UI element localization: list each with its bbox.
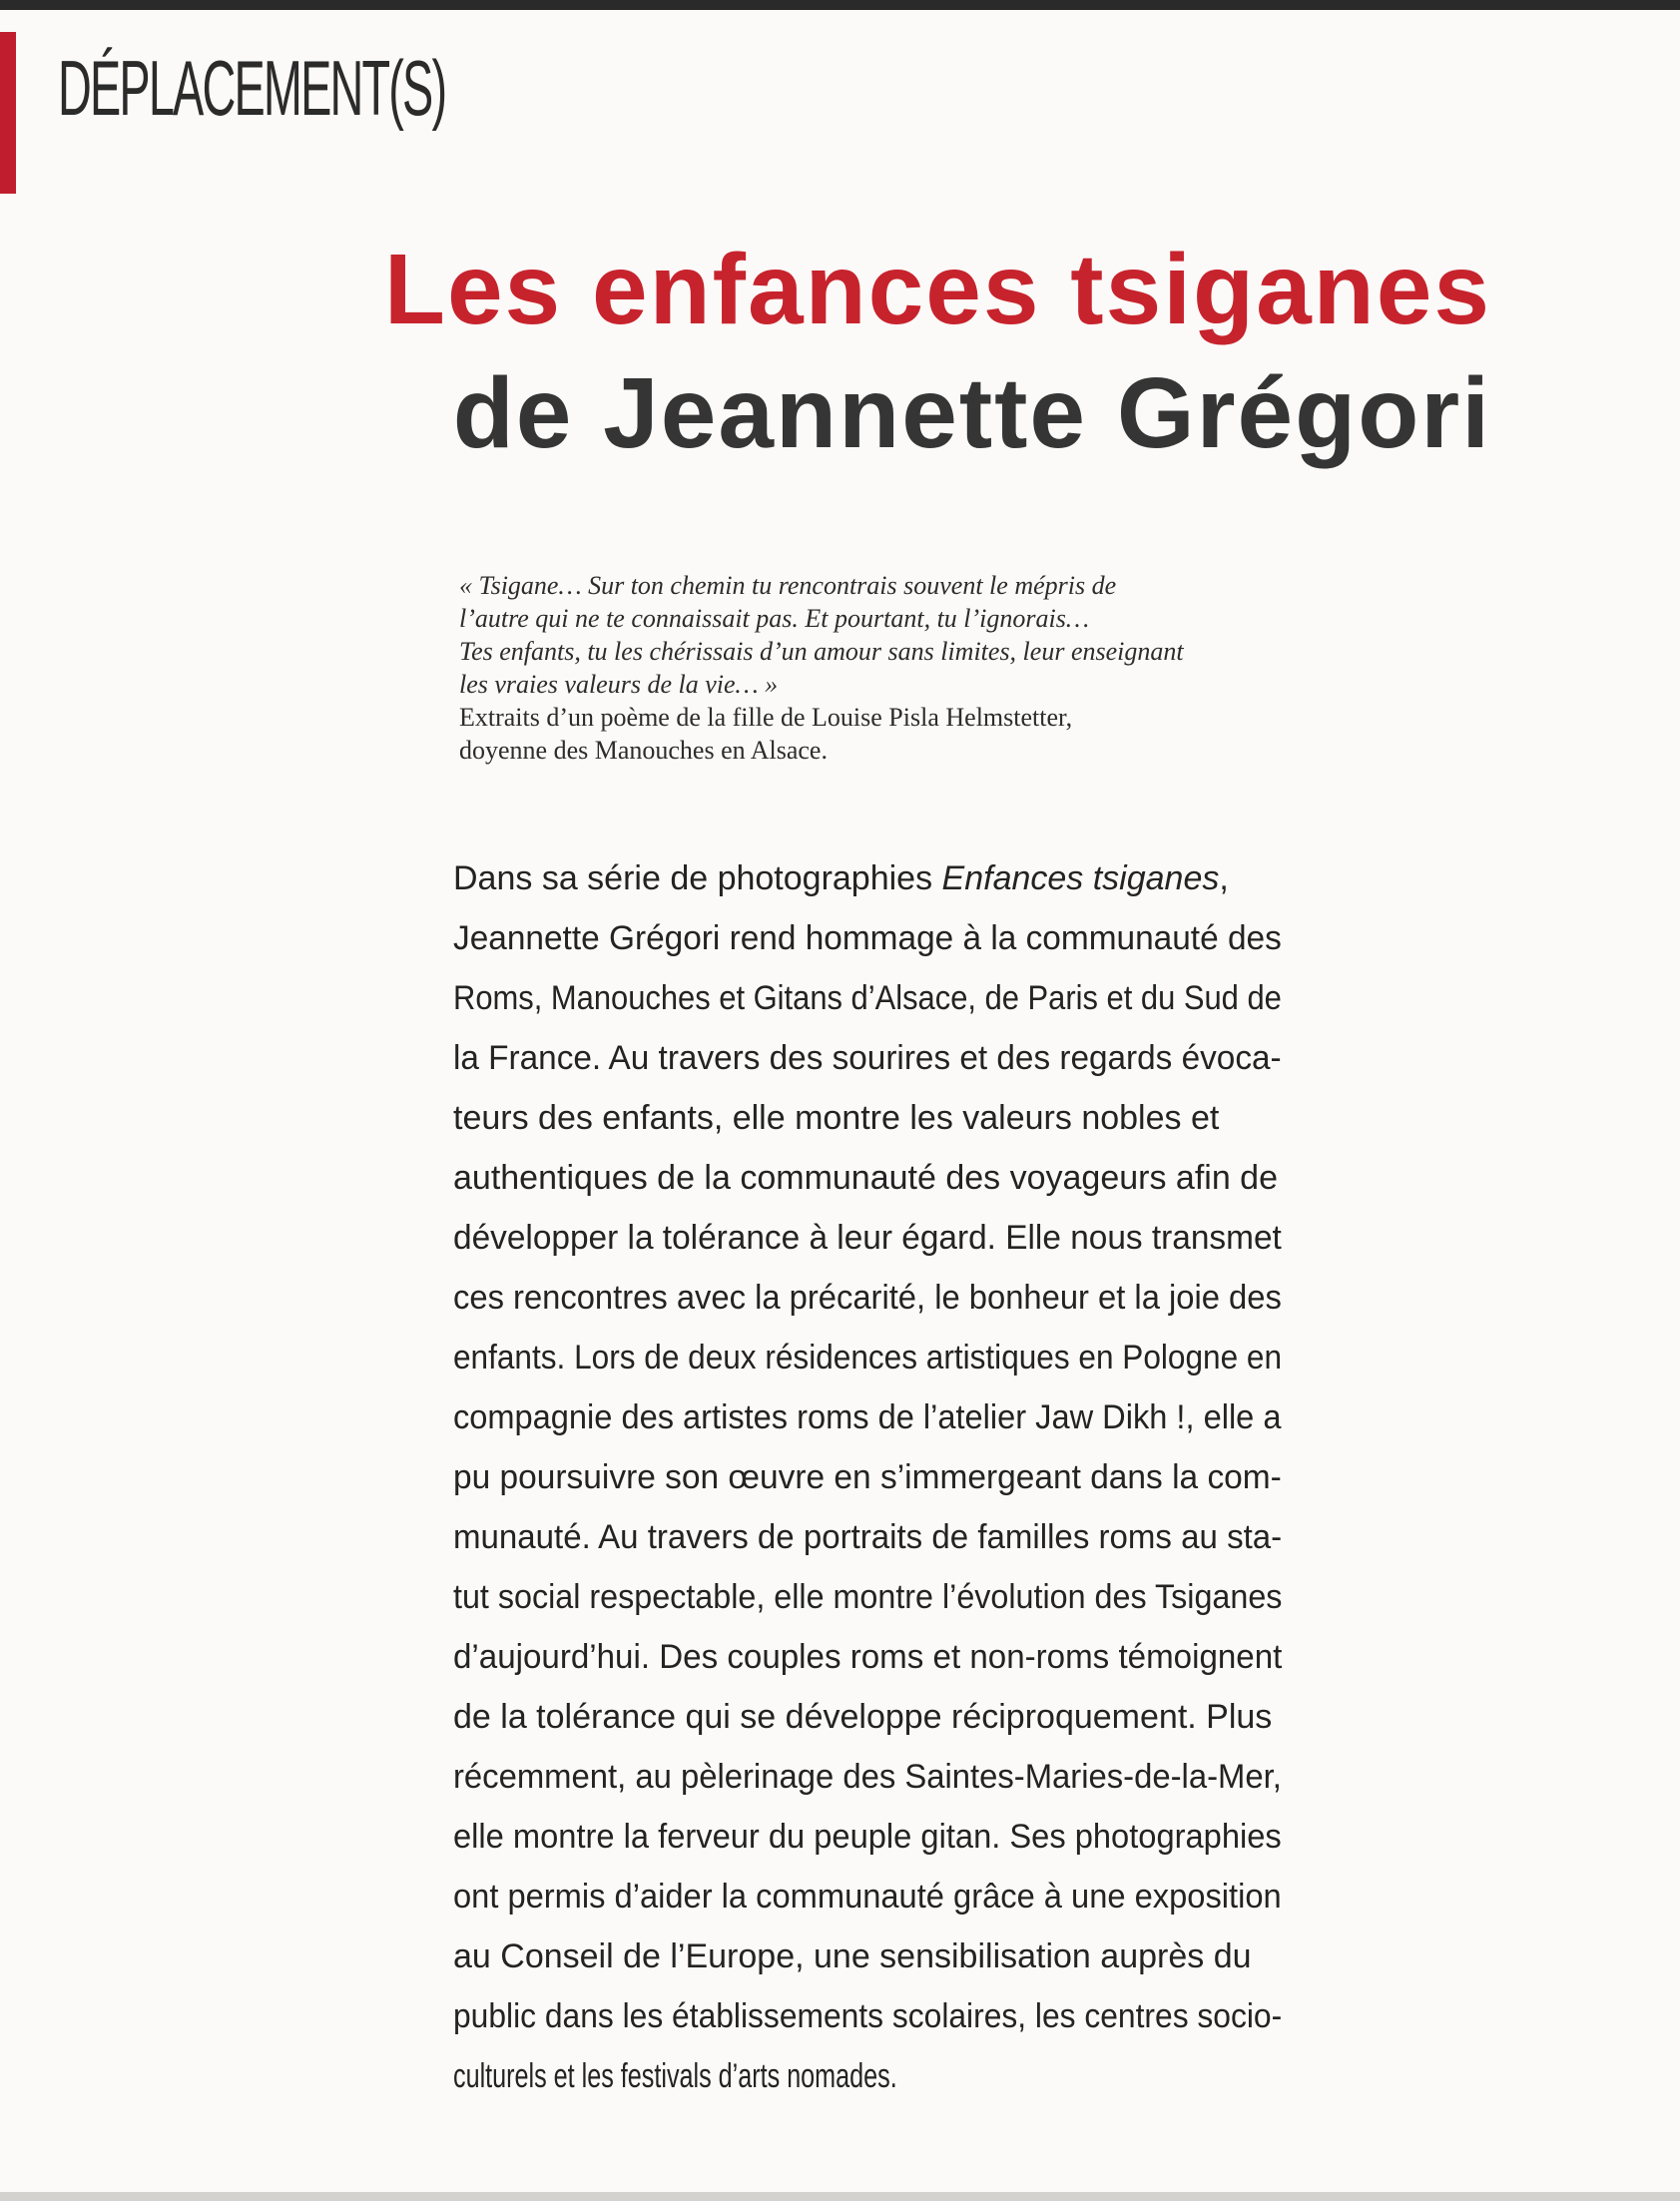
epigraph-attribution-line: doyenne des Manouches en Alsace.: [459, 736, 828, 765]
body-series-title: Enfances tsiganes: [941, 859, 1220, 897]
body-line: compagnie des artistes roms de l’atelier Jaw Dikh !, elle a: [453, 1398, 1282, 1436]
body-line-suffix: ,: [1219, 859, 1229, 897]
body-line: d’aujourd’hui. Des couples roms et non-roms témoignent: [453, 1638, 1283, 1676]
epigraph-attribution: [459, 701, 1278, 767]
epigraph-attribution-line: Extraits d’un poème de la fille de Louise Pisla Helmstetter,: [459, 703, 1073, 732]
article-title-line-2: de Jeannette Grégori: [452, 357, 1491, 469]
body-line: tut social respectable, elle montre l’évolution des Tsiganes: [453, 1578, 1283, 1616]
epigraph-quote: [459, 569, 1278, 701]
body-line: teurs des enfants, elle montre les valeurs nobles et: [453, 1099, 1220, 1137]
body-line: Jeannette Grégori rend hommage à la communauté des: [453, 919, 1282, 957]
body-line: récemment, au pèlerinage des Saintes-Maries-de-la-Mer,: [453, 1758, 1282, 1796]
body-line: authentiques de la communauté des voyageurs afin de: [453, 1159, 1278, 1197]
epigraph-quote-line: l’autre qui ne te connaissait pas. Et pourtant, tu l’ignorais…: [459, 604, 1089, 633]
section-label: DÉPLACEMENT(S): [58, 44, 446, 132]
article-title-line-1: Les enfances tsiganes: [383, 234, 1491, 345]
article-body: [453, 848, 1282, 2106]
section-marker-bar: [0, 32, 16, 194]
body-line: au Conseil de l’Europe, une sensibilisation auprès du: [453, 1937, 1252, 1975]
top-page-edge: [0, 0, 1680, 10]
body-line: Roms, Manouches et Gitans d’Alsace, de Paris et du Sud de: [453, 979, 1282, 1017]
body-line: public dans les établissements scolaires, les centres socio-: [453, 1997, 1283, 2035]
body-line: développer la tolérance à leur égard. Elle nous transmet: [453, 1219, 1282, 1257]
body-line: enfants. Lors de deux résidences artistiques en Pologne en: [453, 1339, 1283, 1376]
body-line: ces rencontres avec la précarité, le bonheur et la joie des: [453, 1279, 1282, 1317]
epigraph-quote-line: les vraies valeurs de la vie… »: [459, 670, 779, 699]
body-line: culturels et les festivals d’arts nomades.: [453, 2057, 897, 2095]
body-line-prefix: Dans sa série de photographies: [453, 859, 942, 897]
body-line: elle montre la ferveur du peuple gitan. Ses photographies: [453, 1818, 1282, 1856]
epigraph-quote-line: « Tsigane… Sur ton chemin tu rencontrais souvent le mépris de: [459, 571, 1117, 600]
body-line: [453, 848, 1282, 908]
body-line: de la tolérance qui se développe réciproquement. Plus: [453, 1698, 1273, 1736]
body-line: munauté. Au travers de portraits de familles roms au sta-: [453, 1518, 1283, 1556]
epigraph: [459, 569, 1278, 767]
bottom-page-edge: [0, 2192, 1680, 2201]
body-line: la France. Au travers des sourires et des regards évoca-: [453, 1039, 1282, 1077]
body-line: ont permis d’aider la communauté grâce à une exposition: [453, 1878, 1282, 1916]
body-line: pu poursuivre son œuvre en s’immergeant dans la com-: [453, 1458, 1282, 1496]
epigraph-quote-line: Tes enfants, tu les chérissais d’un amour sans limites, leur enseignant: [459, 637, 1184, 666]
